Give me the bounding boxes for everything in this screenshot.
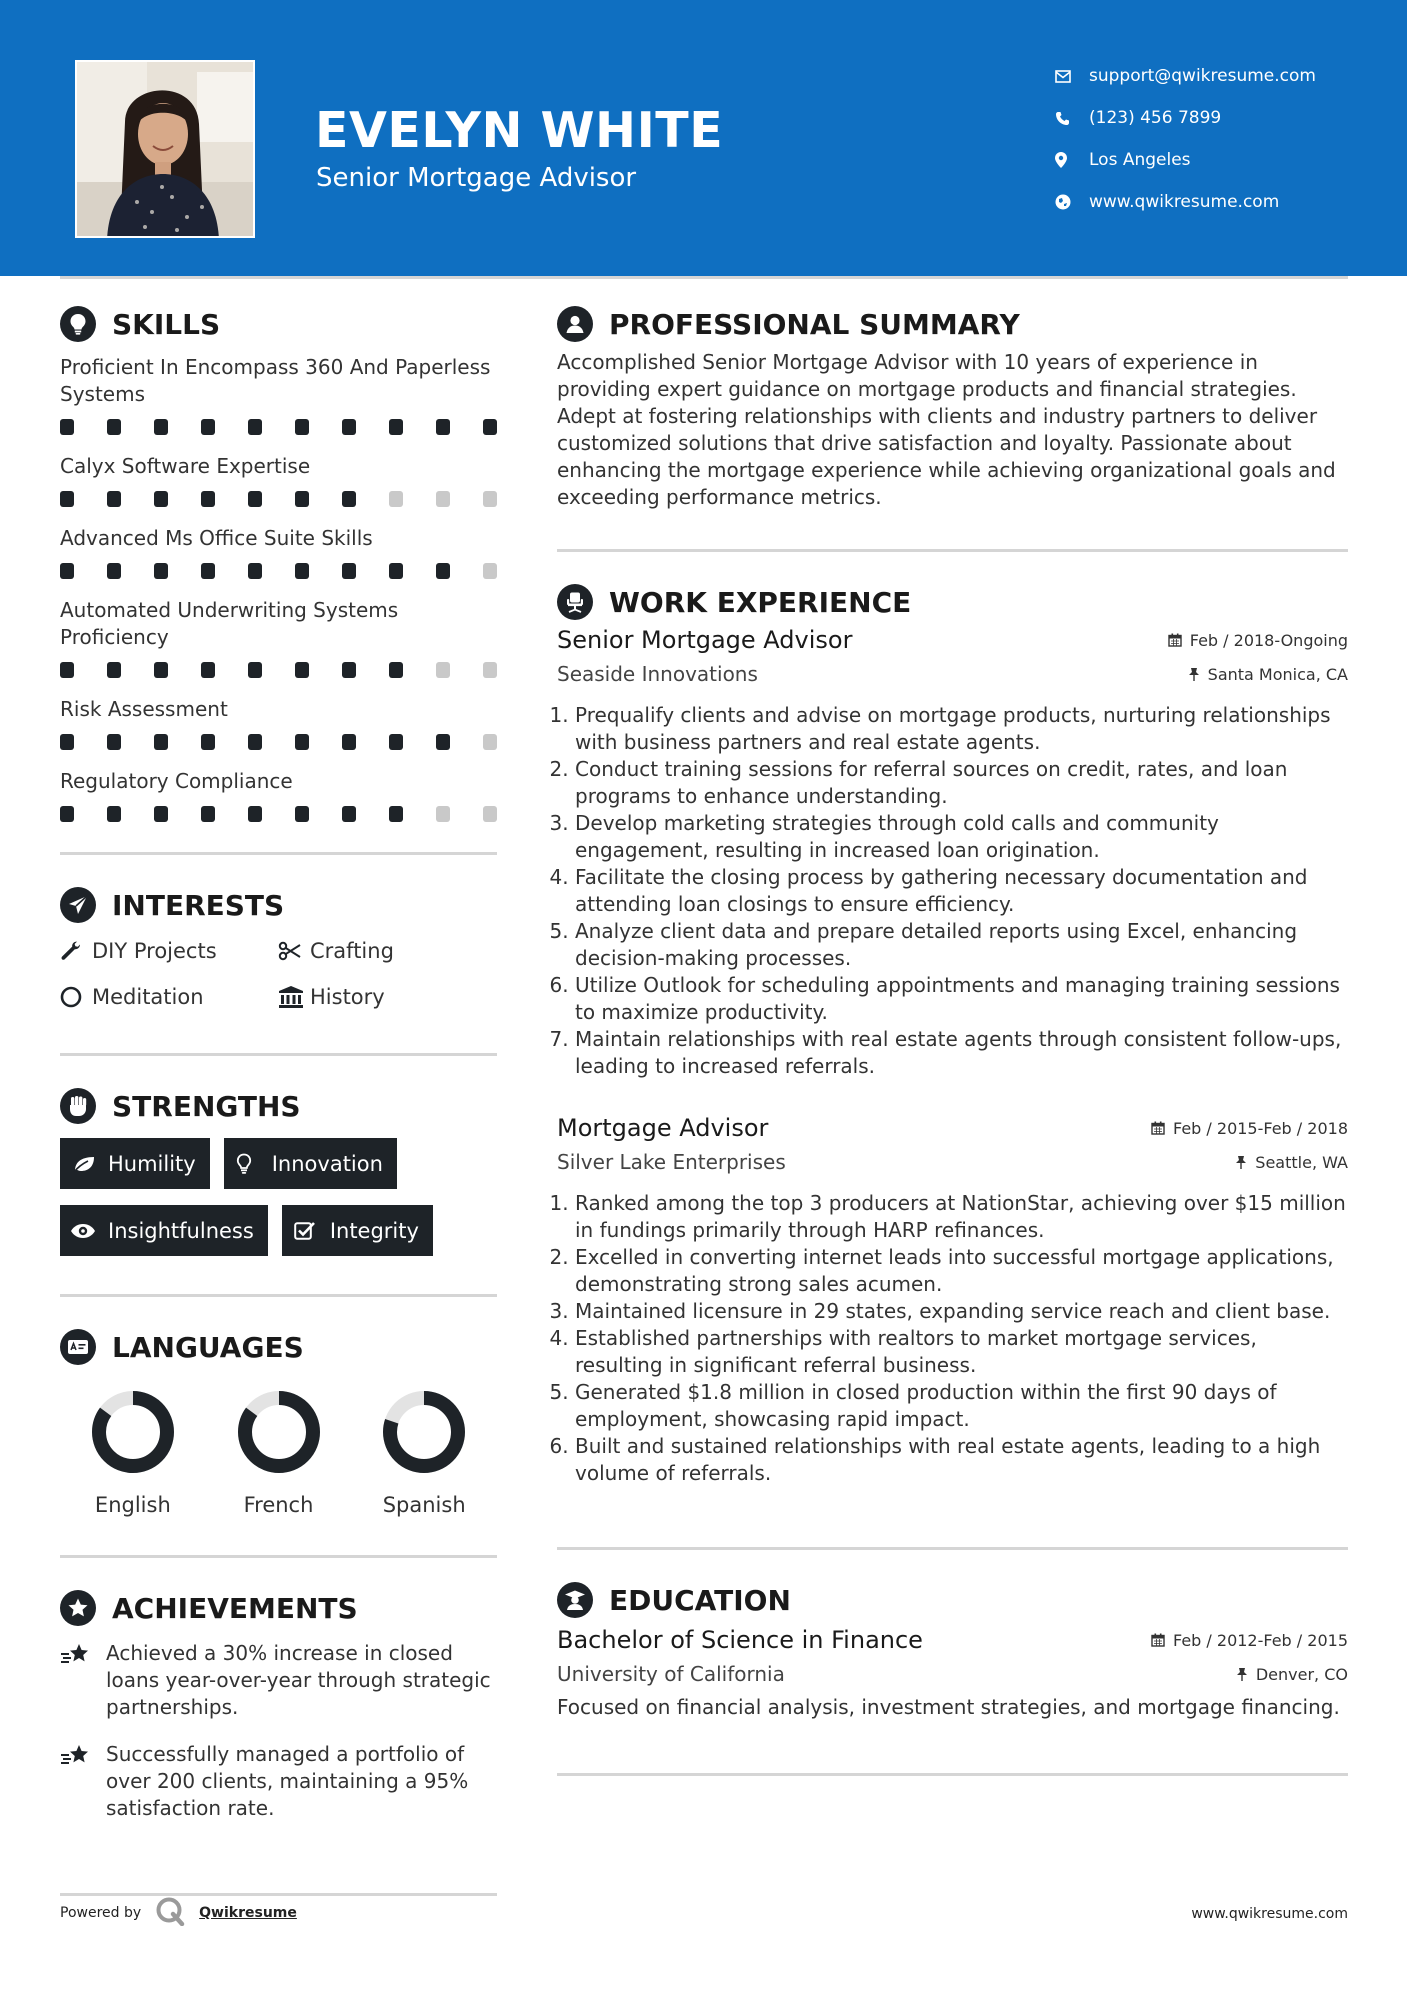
skill-dot-filled xyxy=(107,806,121,822)
job-company: Silver Lake Enterprises xyxy=(557,1150,786,1174)
leaf-icon xyxy=(72,1155,108,1173)
skill-name: Regulatory Compliance xyxy=(60,769,293,793)
email-text: support@qwikresume.com xyxy=(1089,66,1316,86)
calendar-icon xyxy=(1151,1633,1165,1647)
duty-item: 2. Excelled in converting internet leads into successful mortgage applications, demonstrating strong sales acumen. xyxy=(575,1244,1348,1298)
strengths-list xyxy=(60,1138,497,1256)
phone-icon xyxy=(1055,111,1089,126)
skill-dot-filled xyxy=(154,734,168,750)
skill-dot-filled xyxy=(295,563,309,579)
globe-icon xyxy=(1055,194,1089,210)
footer-website[interactable]: www.qwikresume.com xyxy=(1191,1906,1348,1922)
skill-dot-filled xyxy=(248,806,262,822)
skill-dot-filled xyxy=(436,734,450,750)
skill-dot-filled xyxy=(342,806,356,822)
skill-name: Proficient In Encompass 360 And Paperless Systems xyxy=(60,355,491,406)
interest-item: History xyxy=(278,983,496,1011)
interest-item: Meditation xyxy=(60,983,278,1011)
contact-location xyxy=(1055,139,1316,181)
office-chair-icon xyxy=(557,584,593,620)
language-gauge xyxy=(236,1389,322,1475)
job-entry xyxy=(557,626,1348,1080)
education-dates: Feb / 2012-Feb / 2015 xyxy=(1151,1631,1348,1650)
section-divider xyxy=(557,1773,1348,1776)
skill-name: Calyx Software Expertise xyxy=(60,454,311,478)
section-divider xyxy=(60,1294,497,1297)
skill-dot-filled xyxy=(60,662,74,678)
skill-dot-filled xyxy=(342,563,356,579)
interests-heading: INTERESTS xyxy=(60,883,497,927)
education-heading: EDUCATION xyxy=(557,1578,1348,1622)
star-badge-icon xyxy=(60,1590,96,1626)
interest-item: DIY Projects xyxy=(60,937,278,965)
duty-item: 3. Develop marketing strategies through cold calls and community engagement, resulting in increased loan origination. xyxy=(575,810,1348,864)
language-name: English xyxy=(94,1493,171,1517)
skill-dot-filled xyxy=(201,419,215,435)
languages-heading: LANGUAGES xyxy=(60,1325,497,1369)
profile-photo xyxy=(75,60,255,238)
duty-item: 7. Maintain relationships with real estate agents through consistent follow-ups, leading to increased referrals. xyxy=(575,1026,1348,1080)
section-divider xyxy=(557,549,1348,552)
education-row xyxy=(557,1662,1348,1686)
skill-dot-filled xyxy=(107,419,121,435)
calendar-icon xyxy=(1151,1121,1165,1135)
job-duties xyxy=(557,702,1348,1080)
duty-item: 5. Analyze client data and prepare detailed reports using Excel, enhancing decision-making processes. xyxy=(575,918,1348,972)
shooting-star-icon xyxy=(60,1741,106,1822)
skills-heading: SKILLS xyxy=(60,302,497,346)
job-location: Seattle, WA xyxy=(1235,1153,1348,1172)
duty-item: 1. Prequalify clients and advise on mortgage products, nurturing relationships with business partners and real estate agents. xyxy=(575,702,1348,756)
contact-list xyxy=(1055,55,1316,223)
contact-website[interactable] xyxy=(1055,181,1316,223)
skill-dot-filled xyxy=(201,662,215,678)
calendar-icon xyxy=(1168,633,1182,647)
pushpin-icon xyxy=(1236,1667,1248,1681)
skill-dot-filled xyxy=(154,662,168,678)
skill-dot-filled xyxy=(295,491,309,507)
section-divider xyxy=(60,1555,497,1558)
strength-tag: Insightfulness xyxy=(60,1205,268,1256)
job-company: Seaside Innovations xyxy=(557,662,758,686)
skill-rating xyxy=(60,804,497,824)
duty-item: 6. Utilize Outlook for scheduling appointments and managing training sessions to maximize productivity. xyxy=(575,972,1348,1026)
skill-dot-empty xyxy=(483,491,497,507)
skill-rating xyxy=(60,660,497,680)
footer-powered-by: Powered by Qwikresume xyxy=(60,1896,297,1930)
job-dates: Feb / 2015-Feb / 2018 xyxy=(1151,1119,1348,1138)
candidate-title: Senior Mortgage Advisor xyxy=(316,163,637,193)
skill-dot-empty xyxy=(483,662,497,678)
skill-dot-filled xyxy=(201,734,215,750)
right-column xyxy=(557,300,1348,1776)
header-divider xyxy=(60,276,1348,279)
shooting-star-icon xyxy=(60,1640,106,1721)
location-text: Los Angeles xyxy=(1089,150,1191,170)
skill-dot-filled xyxy=(248,563,262,579)
skill-dot-filled xyxy=(107,734,121,750)
jobs-list xyxy=(557,626,1348,1487)
degree: Bachelor of Science in Finance xyxy=(557,1626,923,1654)
skill-dot-empty xyxy=(389,491,403,507)
skill-dot-filled xyxy=(342,419,356,435)
language-item xyxy=(60,1389,206,1517)
skill-dot-filled xyxy=(107,491,121,507)
skill-rating xyxy=(60,417,497,437)
left-column xyxy=(60,300,497,1842)
education-row xyxy=(557,1626,1348,1654)
skill-name: Risk Assessment xyxy=(60,697,228,721)
fist-icon xyxy=(60,1088,96,1124)
language-item xyxy=(206,1389,352,1517)
skill-dot-empty xyxy=(436,806,450,822)
skill-rating xyxy=(60,561,497,581)
skill-dot-filled xyxy=(154,806,168,822)
section-divider xyxy=(557,1547,1348,1550)
duty-item: 4. Facilitate the closing process by gathering necessary documentation and attending loan closings to ensure efficiency. xyxy=(575,864,1348,918)
job-title: Mortgage Advisor xyxy=(557,1114,769,1142)
qwikresume-logo-icon xyxy=(155,1896,185,1930)
phone-text: (123) 456 7899 xyxy=(1089,108,1222,128)
job-company-row xyxy=(557,662,1348,686)
language-gauge xyxy=(381,1389,467,1475)
job-company-row xyxy=(557,1150,1348,1174)
job-title-row xyxy=(557,1114,1348,1142)
skill-dot-filled xyxy=(60,806,74,822)
skill-dot-filled xyxy=(389,419,403,435)
header xyxy=(0,0,1407,276)
language-name: Spanish xyxy=(382,1493,466,1517)
job-location: Santa Monica, CA xyxy=(1188,665,1348,684)
job-title: Senior Mortgage Advisor xyxy=(557,626,853,654)
checkbox-icon xyxy=(294,1221,330,1241)
skill-dot-filled xyxy=(154,563,168,579)
skill-dot-empty xyxy=(483,734,497,750)
strength-tag: Integrity xyxy=(282,1205,433,1256)
skill-dot-filled xyxy=(436,563,450,579)
skill-dot-filled xyxy=(60,563,74,579)
skill-dot-filled xyxy=(201,491,215,507)
section-divider xyxy=(60,1053,497,1056)
education-description: Focused on financial analysis, investment strategies, and mortgage financing. xyxy=(557,1695,1340,1719)
achievement-item: Achieved a 30% increase in closed loans year-over-year through strategic partnerships. xyxy=(60,1640,497,1721)
skill-dot-filled xyxy=(295,662,309,678)
strength-tag: Innovation xyxy=(224,1138,397,1189)
skill-dot-filled xyxy=(295,734,309,750)
skill-dot-filled xyxy=(389,734,403,750)
job-entry xyxy=(557,1114,1348,1487)
pushpin-icon xyxy=(1235,1155,1247,1169)
wrench-icon xyxy=(60,940,92,962)
skill-dot-filled xyxy=(389,806,403,822)
achievements-heading: ACHIEVEMENTS xyxy=(60,1586,497,1630)
achievements-list xyxy=(60,1640,497,1822)
circle-icon xyxy=(60,986,92,1008)
map-pin-icon xyxy=(1055,152,1089,168)
skill-name: Automated Underwriting Systems Proficiency xyxy=(60,598,399,649)
skill-dot-filled xyxy=(60,419,74,435)
eye-icon xyxy=(70,1223,108,1239)
language-card-icon xyxy=(60,1329,96,1365)
skill-dot-filled xyxy=(248,491,262,507)
experience-heading: WORK EXPERIENCE xyxy=(557,580,1348,624)
education-location: Denver, CO xyxy=(1236,1665,1348,1684)
interest-item: Crafting xyxy=(278,937,496,965)
lightbulb-outline-icon xyxy=(236,1153,272,1175)
skill-dot-filled xyxy=(248,662,262,678)
skill-dot-filled xyxy=(60,734,74,750)
pushpin-icon xyxy=(1188,667,1200,681)
skill-dot-empty xyxy=(436,662,450,678)
skill-dot-filled xyxy=(201,563,215,579)
skill-dot-filled xyxy=(483,419,497,435)
lightbulb-icon xyxy=(60,306,96,342)
skills-list xyxy=(60,354,497,824)
candidate-name: EVELYN WHITE xyxy=(315,102,724,159)
skill-dot-filled xyxy=(60,491,74,507)
skill-dot-filled xyxy=(201,806,215,822)
duty-item: 1. Ranked among the top 3 producers at NationStar, achieving over $15 million in fundings primarily through HARP refinances. xyxy=(575,1190,1348,1244)
contact-phone[interactable] xyxy=(1055,97,1316,139)
job-dates: Feb / 2018-Ongoing xyxy=(1168,631,1348,650)
duty-item: 4. Established partnerships with realtors to market mortgage services, resulting in significant referral business. xyxy=(575,1325,1348,1379)
skill-dot-empty xyxy=(483,806,497,822)
skill-dot-filled xyxy=(342,491,356,507)
skill-name: Advanced Ms Office Suite Skills xyxy=(60,526,373,550)
skill-dot-filled xyxy=(107,563,121,579)
language-name: French xyxy=(243,1493,314,1517)
skill-dot-filled xyxy=(295,806,309,822)
duty-item: 3. Maintained licensure in 29 states, expanding service reach and client base. xyxy=(575,1298,1348,1325)
skill-rating xyxy=(60,732,497,752)
museum-icon xyxy=(278,985,310,1009)
skill-dot-empty xyxy=(436,491,450,507)
skill-dot-filled xyxy=(248,419,262,435)
skill-dot-empty xyxy=(483,563,497,579)
skill-dot-filled xyxy=(248,734,262,750)
summary-heading: PROFESSIONAL SUMMARY xyxy=(557,302,1348,346)
strength-tag: Humility xyxy=(60,1138,210,1189)
language-gauge xyxy=(90,1389,176,1475)
interests-list xyxy=(60,937,497,1011)
scissors-icon xyxy=(278,941,310,961)
skill-dot-filled xyxy=(107,662,121,678)
skill-dot-filled xyxy=(389,662,403,678)
website-text: www.qwikresume.com xyxy=(1089,192,1280,212)
skill-dot-filled xyxy=(342,734,356,750)
strengths-heading: STRENGTHS xyxy=(60,1084,497,1128)
skill-rating xyxy=(60,489,497,509)
envelope-icon xyxy=(1055,70,1089,83)
paper-plane-icon xyxy=(60,887,96,923)
job-duties xyxy=(557,1190,1348,1487)
school: University of California xyxy=(557,1662,785,1686)
user-circle-icon xyxy=(557,306,593,342)
skill-dot-filled xyxy=(389,563,403,579)
duty-item: 2. Conduct training sessions for referral sources on credit, rates, and loan programs to enhance understanding. xyxy=(575,756,1348,810)
skill-dot-filled xyxy=(342,662,356,678)
job-title-row xyxy=(557,626,1348,654)
skill-dot-filled xyxy=(295,419,309,435)
section-divider xyxy=(60,852,497,855)
language-item xyxy=(351,1389,497,1517)
duty-item: 5. Generated $1.8 million in closed production within the first 90 days of employment, showcasing rapid impact. xyxy=(575,1379,1348,1433)
duty-item: 6. Built and sustained relationships with real estate agents, leading to a high volume of referrals. xyxy=(575,1433,1348,1487)
skill-dot-filled xyxy=(154,491,168,507)
brand-link[interactable]: Qwikresume xyxy=(199,1905,297,1921)
skill-dot-filled xyxy=(436,419,450,435)
languages-list xyxy=(60,1389,497,1517)
achievement-item: Successfully managed a portfolio of over 200 clients, maintaining a 95% satisfaction rate. xyxy=(60,1741,497,1822)
graduate-icon xyxy=(557,1582,593,1618)
contact-email[interactable] xyxy=(1055,55,1316,97)
summary-text: Accomplished Senior Mortgage Advisor with 10 years of experience in providing expert guidance on mortgage products and financial strategies. Adept at fostering relationships with clients and industry partners to deliver customized solutions that drive satisfaction and loyalty. Passionate about enhancing the mortgage experience while achieving organizational goals and exceeding performance metrics. xyxy=(557,350,1336,509)
skill-dot-filled xyxy=(154,419,168,435)
